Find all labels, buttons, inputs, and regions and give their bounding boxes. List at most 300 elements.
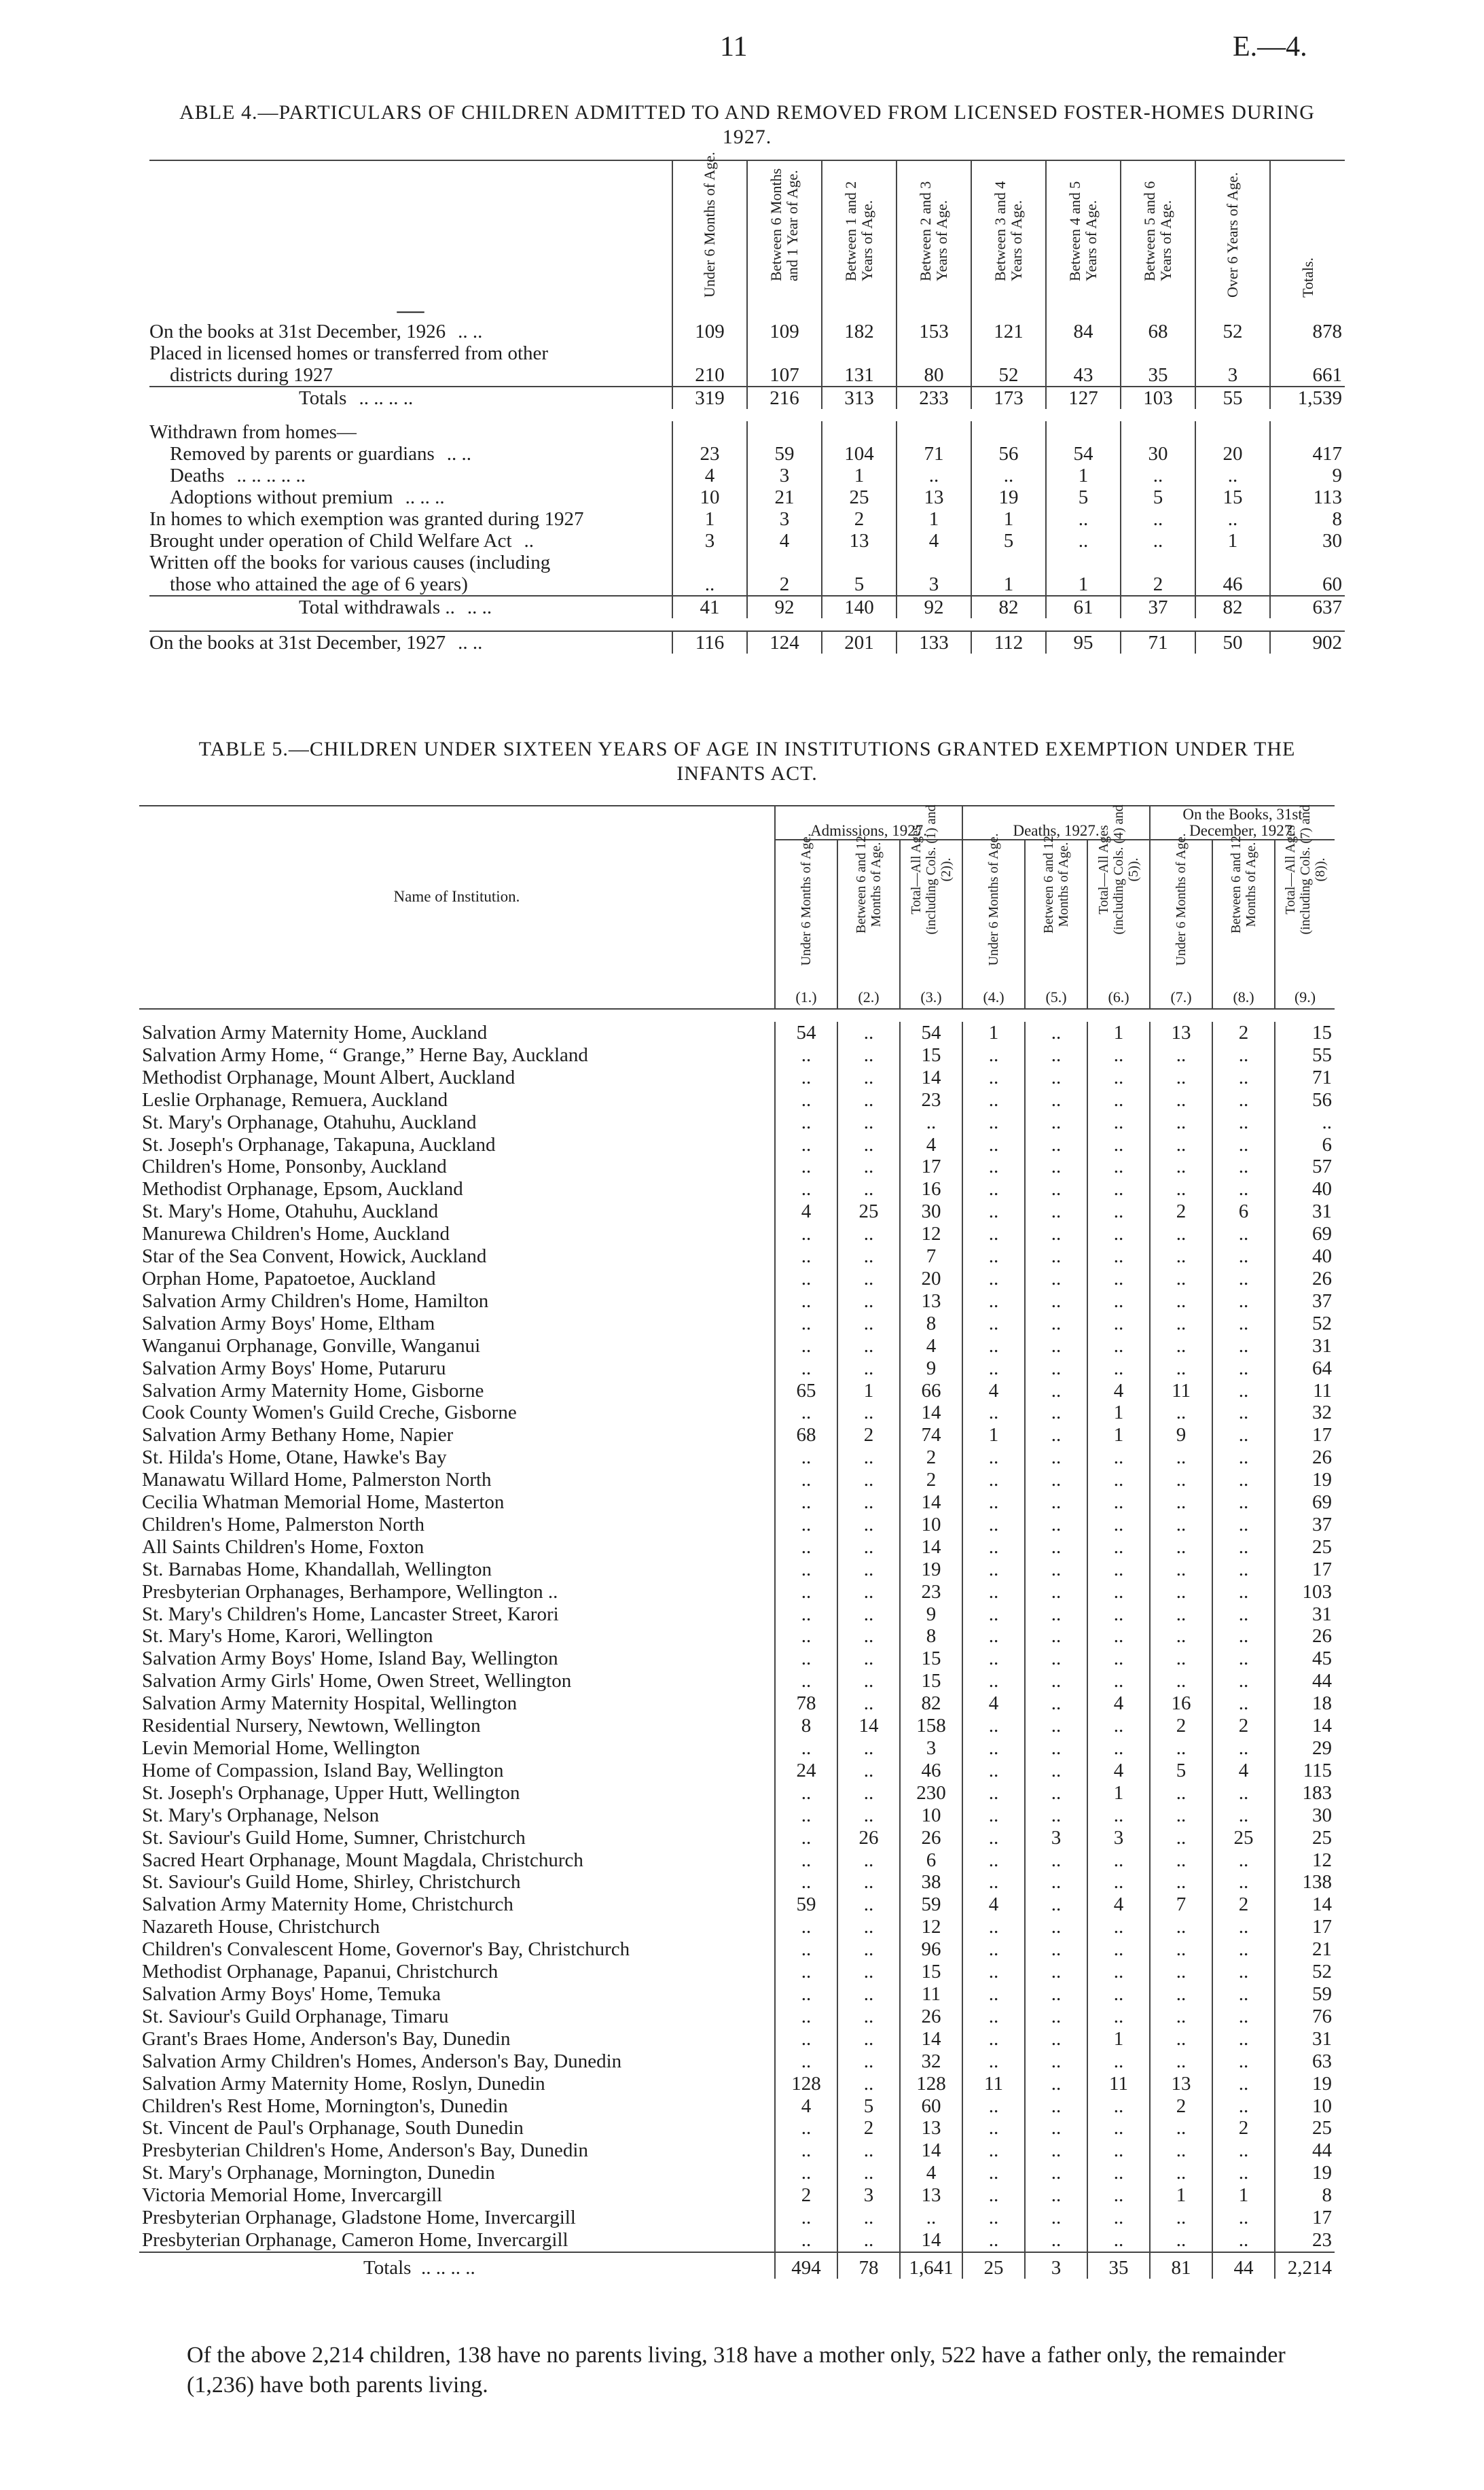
table5-cell: .. (837, 1692, 900, 1715)
table5-cell: .. (1025, 1871, 1087, 1893)
table4-cell: 1 (971, 508, 1046, 530)
table5-row (139, 1737, 1335, 1760)
table5-cell: .. (1212, 1938, 1275, 1961)
table5-cell: .. (962, 1134, 1025, 1156)
table5-cell: .. (1150, 1827, 1212, 1849)
institution-name: Methodist Orphanage, Papanui, Christchurch (142, 1961, 499, 1983)
table4-cell: 55 (1195, 387, 1270, 409)
table5-cell: .. (837, 1290, 900, 1313)
table4-cell: 5 (1046, 486, 1121, 508)
table5-col-header: Between 6 and 12 Months of Age. (837, 840, 900, 986)
table4-cell: 3 (1195, 342, 1270, 387)
table5-cell: .. (775, 1827, 837, 1849)
table5-cell: .. (1025, 1313, 1087, 1335)
table4-cell: 3 (672, 530, 747, 552)
table5-cell: .. (837, 1648, 900, 1670)
table4-cell: 4 (897, 530, 971, 552)
table5-cell: .. (1212, 2006, 1275, 2028)
table4-cell: 2 (1121, 552, 1195, 596)
table5-cell: .. (775, 1737, 837, 1760)
table5-cell: .. (1212, 2073, 1275, 2095)
table5-cell: 8 (900, 1625, 962, 1648)
table5-cell: .. (1212, 1290, 1275, 1313)
table5-cell: .. (1025, 1469, 1087, 1491)
table5-cell: .. (1150, 2229, 1212, 2252)
table5-cell: .. (775, 2006, 837, 2028)
table4-row-label: Written off the books for various causes (including those who attained the age of 6 years) (149, 552, 551, 595)
institution-name: St. Mary's Orphanage, Mornington, Dunedin (142, 2162, 495, 2184)
table5-row (139, 1268, 1335, 1290)
institution-name: Presbyterian Orphanage, Cameron Home, Invercargill (142, 2228, 568, 2251)
table5-cell: .. (1212, 2207, 1275, 2229)
table5-cell: .. (1087, 1603, 1150, 1626)
table5-cell: .. (1275, 1111, 1335, 1134)
table5-column-number: (2.) (837, 986, 900, 1009)
table4-cell: 10 (672, 486, 747, 508)
table5-cell: .. (1025, 1804, 1087, 1827)
table5-cell: .. (775, 2162, 837, 2184)
table5-cell: .. (775, 2207, 837, 2229)
table4-cell: 52 (1195, 321, 1270, 342)
table5-cell: .. (837, 1581, 900, 1603)
table5-cell: .. (1025, 1715, 1087, 1737)
table5-cell: .. (1212, 1424, 1275, 1446)
table4-cell: 35 (1121, 342, 1195, 387)
table5-row (139, 1938, 1335, 1961)
table5-cell: .. (962, 1491, 1025, 1514)
table5-cell: .. (962, 1737, 1025, 1760)
table5-total-cell: 2,214 (1275, 2252, 1335, 2279)
table4-cell: 54 (1046, 443, 1121, 465)
table5-cell: .. (1212, 1402, 1275, 1424)
table5-cell: .. (962, 2207, 1025, 2229)
table5-cell: .. (1025, 2184, 1087, 2207)
table4-cell: 5 (1121, 486, 1195, 508)
table5-cell: 1 (962, 1424, 1025, 1446)
table5-cell: .. (837, 1916, 900, 1938)
table5-cell: .. (962, 1067, 1025, 1089)
table5-cell: .. (1212, 1446, 1275, 1469)
table5-cell: .. (775, 1804, 837, 1827)
table5-cell: .. (1150, 1648, 1212, 1670)
table4-row-label: Withdrawn from homes— (149, 421, 357, 443)
table5-cell: 3 (1087, 1827, 1150, 1849)
table4-caption: ABLE 4.—PARTICULARS OF CHILDREN ADMITTED TO AND REMOVED FROM LICENSED FOSTER-HOMES DURING 1927. (179, 101, 1315, 148)
table5-cell: .. (837, 1156, 900, 1178)
table5-cell: .. (775, 1357, 837, 1380)
table5-cell: .. (1150, 1804, 1212, 1827)
table4-cell: 30 (1121, 443, 1195, 465)
table4-row (149, 508, 1345, 530)
table4-cell: 103 (1121, 387, 1195, 409)
table5-row (139, 1178, 1335, 1200)
table4-cell: .. (897, 465, 971, 486)
table5-cell: 6 (1275, 1134, 1335, 1156)
table5-cell: 31 (1275, 1200, 1335, 1223)
table5-row (139, 2050, 1335, 2073)
table5-cell: .. (962, 1715, 1025, 1737)
institution-name: St. Mary's Orphanage, Otahuhu, Auckland (142, 1111, 477, 1133)
institution-name: St. Joseph's Orphanage, Upper Hutt, Wellington (142, 1781, 520, 1804)
table4-cell: .. (672, 552, 747, 596)
table5-cell: .. (1150, 1044, 1212, 1067)
table5-cell: .. (1212, 1692, 1275, 1715)
table5-cell: .. (1212, 1044, 1275, 1067)
table4-cell: .. (971, 465, 1046, 486)
table4-cell: 417 (1270, 443, 1345, 465)
table4-cell: 46 (1195, 552, 1270, 596)
table4-cell: 140 (822, 596, 897, 618)
table5-cell: 4 (962, 1692, 1025, 1715)
table5-cell: .. (962, 1871, 1025, 1893)
table5-row (139, 1804, 1335, 1827)
table5-cell: 63 (1275, 2050, 1335, 2073)
table5-row (139, 1893, 1335, 1916)
table5-row (139, 1559, 1335, 1581)
table5-cell: 17 (1275, 2207, 1335, 2229)
table4-cell (971, 421, 1046, 443)
table5-row (139, 1223, 1335, 1245)
table5-row (139, 1715, 1335, 1737)
table4-col-header: Between 6 Months and 1 Year of Age. (747, 160, 822, 321)
table5-cell: .. (837, 1893, 900, 1916)
table5-cell: 32 (1275, 1402, 1335, 1424)
institution-name: Salvation Army Maternity Home, Auckland (142, 1022, 488, 1044)
table5-cell: .. (775, 1938, 837, 1961)
institution-name: Residential Nursery, Newtown, Wellington (142, 1715, 481, 1737)
table4-cell: .. (1121, 530, 1195, 552)
table4-cell: 1 (822, 465, 897, 486)
table5-cell: .. (837, 1089, 900, 1111)
table5-cell: 14 (1275, 1715, 1335, 1737)
table5-row (139, 1402, 1335, 1424)
table5-cell: .. (1212, 1782, 1275, 1804)
table4-cell: 23 (672, 443, 747, 465)
table5-cell: .. (962, 1536, 1025, 1559)
table5-cell: .. (1150, 2162, 1212, 2184)
table5-cell: 2 (1150, 1200, 1212, 1223)
table4-col-header: Under 6 Months of Age. (672, 160, 747, 321)
table4-cell: 8 (1270, 508, 1345, 530)
table4-cell: 133 (897, 631, 971, 654)
table5-cell: .. (1025, 1290, 1087, 1313)
table5-cell: .. (837, 1446, 900, 1469)
table5-cell: 25 (1212, 1827, 1275, 1849)
table5-cell: .. (837, 1245, 900, 1268)
footnote: Of the above 2,214 children, 138 have no parents living, 318 have a mother only, 522 have a father only, the remainder (1,236) have both parents living. (187, 2343, 1286, 2398)
table5-cell: .. (1025, 1536, 1087, 1559)
table4-cell: 107 (747, 342, 822, 387)
table5-cell: 25 (1275, 1827, 1335, 1849)
table5-cell: .. (1150, 1961, 1212, 1983)
table5-cell: .. (1025, 1022, 1087, 1044)
table5-cell: 69 (1275, 1223, 1335, 1245)
table5-cell: 2 (1212, 1715, 1275, 1737)
table5-cell: .. (1025, 2028, 1087, 2050)
table5-cell: .. (1087, 1111, 1150, 1134)
table5-cell: .. (1087, 2207, 1150, 2229)
table5-cell: 15 (1275, 1022, 1335, 1044)
table5-row (139, 1514, 1335, 1536)
table5-cell: .. (837, 1223, 900, 1245)
table5-cell: .. (1212, 1156, 1275, 1178)
table4-row-label: On the books at 31st December, 1927 .. .. (149, 631, 672, 654)
table5-row (139, 1067, 1335, 1089)
institution-name: Cook County Women's Guild Creche, Gisborne (142, 1402, 517, 1424)
table5-cell: 68 (775, 1424, 837, 1446)
table5-cell: .. (1025, 2139, 1087, 2162)
table5-cell: 19 (900, 1559, 962, 1581)
table5-cell: 96 (900, 1938, 962, 1961)
table5-cell: 4 (900, 1335, 962, 1357)
table5-group-deaths: Deaths, 1927. (962, 806, 1150, 840)
table5-cell: .. (1212, 2050, 1275, 2073)
table5-cell: 40 (1275, 1245, 1335, 1268)
table5-column-number: (6.) (1087, 986, 1150, 1009)
table5-cell: .. (962, 1603, 1025, 1626)
table5-cell: .. (1087, 1200, 1150, 1223)
table5-cell: .. (1150, 2139, 1212, 2162)
table5-cell: .. (775, 1961, 837, 1983)
table5-total-cell: 25 (962, 2252, 1025, 2279)
table5-cell: .. (1150, 1916, 1212, 1938)
table5-cell: 10 (900, 1804, 962, 1827)
table5-cell: .. (1025, 1044, 1087, 1067)
table5-cell: .. (962, 1581, 1025, 1603)
table5-cell: .. (837, 2006, 900, 2028)
table5-row (139, 2028, 1335, 2050)
table4-cell: 5 (822, 552, 897, 596)
table4-cell: 1,539 (1270, 387, 1345, 409)
table5-cell: .. (775, 2028, 837, 2050)
table5-row (139, 1357, 1335, 1380)
table5-cell: .. (775, 1581, 837, 1603)
institution-name: Presbyterian Children's Home, Anderson's Bay, Dunedin (142, 2139, 588, 2162)
page-number: 11 (720, 31, 748, 63)
table5-cell: 2 (837, 2117, 900, 2139)
table4-cell: 9 (1270, 465, 1345, 486)
table5-cell: .. (1212, 1536, 1275, 1559)
table5-cell: .. (1087, 1313, 1150, 1335)
table5-total-cell: 1,641 (900, 2252, 962, 2279)
table4-cell: 153 (897, 321, 971, 342)
table5-cell: .. (1087, 1156, 1150, 1178)
table4-row (149, 321, 1345, 342)
table4-cell: 59 (747, 443, 822, 465)
table4-cell: .. (1121, 465, 1195, 486)
table5-cell: .. (1025, 2229, 1087, 2252)
table5-cell: 2 (900, 1446, 962, 1469)
table5-cell: .. (775, 1782, 837, 1804)
institution-name: Grant's Braes Home, Anderson's Bay, Dunedin (142, 2027, 511, 2050)
table5-stub-header: Name of Institution. (139, 806, 775, 986)
table5-cell: .. (962, 1983, 1025, 2006)
table5-cell: 1 (1087, 1022, 1150, 1044)
table5-cell: 11 (962, 2073, 1025, 2095)
table4-row (149, 631, 1345, 654)
table4-cell: 4 (672, 465, 747, 486)
table5-cell: 26 (1275, 1268, 1335, 1290)
table5-row (139, 1916, 1335, 1938)
table5-cell: 1 (1087, 1782, 1150, 1804)
table4-col-header: Between 5 and 6 Years of Age. (1121, 160, 1195, 321)
table4-cell: 1 (1195, 530, 1270, 552)
table5-cell: .. (1025, 1625, 1087, 1648)
table4-row (149, 596, 1345, 618)
table5-cell: 44 (1275, 1670, 1335, 1692)
table5-cell: 25 (837, 1200, 900, 1223)
table5-cell: .. (775, 2050, 837, 2073)
table5-row (139, 1089, 1335, 1111)
institution-name: Salvation Army Boys' Home, Temuka (142, 1982, 441, 2005)
table5-cell: .. (1087, 1670, 1150, 1692)
table5-cell: .. (1025, 1067, 1087, 1089)
table5-cell: 3 (837, 2184, 900, 2207)
table4-cell: 1 (897, 508, 971, 530)
table5-cell: 5 (837, 2095, 900, 2118)
table5-cell: .. (837, 1871, 900, 1893)
table5-cell: .. (1212, 1961, 1275, 1983)
table5-cell: 11 (1150, 1380, 1212, 1402)
table5-cell: .. (962, 1849, 1025, 1872)
table5-cell: .. (900, 2207, 962, 2229)
institution-name: Levin Memorial Home, Wellington (142, 1737, 420, 1759)
table4-cell (747, 421, 822, 443)
table5-cell: .. (775, 1670, 837, 1692)
table4-cell: 13 (897, 486, 971, 508)
table4-cell: 82 (1195, 596, 1270, 618)
table5-cell: .. (1212, 1625, 1275, 1648)
table5-cell: .. (1087, 1223, 1150, 1245)
table5-cell: .. (1212, 1245, 1275, 1268)
table5-cell: .. (837, 1335, 900, 1357)
table5-cell: .. (1025, 1111, 1087, 1134)
table5-cell: 4 (1087, 1380, 1150, 1402)
table5-cell: .. (1212, 1804, 1275, 1827)
table5-row (139, 2006, 1335, 2028)
table5-row (139, 1782, 1335, 1804)
table5-cell: .. (1087, 1491, 1150, 1514)
table4-cell: 84 (1046, 321, 1121, 342)
table5-cell: .. (775, 1469, 837, 1491)
table4-cell: 210 (672, 342, 747, 387)
table5-totals-label: Totals .. .. .. .. (139, 2252, 775, 2279)
table5-cell: .. (962, 1313, 1025, 1335)
table5-cell: .. (962, 1335, 1025, 1357)
institution-name: Children's Convalescent Home, Governor's Bay, Christchurch (142, 1938, 630, 1961)
table5-cell: .. (962, 1782, 1025, 1804)
table4-row (149, 465, 1345, 486)
table5-cell: .. (775, 1134, 837, 1156)
table4-cell: 37 (1121, 596, 1195, 618)
institution-name: Methodist Orphanage, Epsom, Auckland (142, 1178, 463, 1200)
table5-cell: 31 (1275, 2028, 1335, 2050)
table5-cell: .. (1212, 1559, 1275, 1581)
institution-name: St. Mary's Orphanage, Nelson (142, 1804, 380, 1826)
table4-cell: 25 (822, 486, 897, 508)
institution-name: Salvation Army Maternity Hospital, Wellington (142, 1692, 518, 1715)
table5-cell: 1 (1087, 1402, 1150, 1424)
institution-name: Salvation Army Boys' Home, Island Bay, Wellington (142, 1648, 558, 1670)
table5-cell: .. (962, 1559, 1025, 1581)
table5-cell: 29 (1275, 1737, 1335, 1760)
table5-cell: 55 (1275, 1044, 1335, 1067)
table5-cell: 14 (900, 1536, 962, 1559)
table5-cell: .. (962, 1916, 1025, 1938)
table5-cell: .. (1150, 1559, 1212, 1581)
table5-cell: .. (1025, 1268, 1087, 1290)
table5-cell: 7 (900, 1245, 962, 1268)
table5-cell: .. (1150, 1089, 1212, 1111)
table5-cell: .. (837, 2050, 900, 2073)
table4-row (149, 530, 1345, 552)
table5-cell: 26 (900, 1827, 962, 1849)
table5-cell: 59 (1275, 1983, 1335, 2006)
table5-cell: .. (837, 1737, 900, 1760)
table5-cell: 54 (900, 1022, 962, 1044)
table5-cell: .. (775, 2117, 837, 2139)
table5-cell: 11 (1275, 1380, 1335, 1402)
table4-cell: 3 (897, 552, 971, 596)
table5-column-number: (5.) (1025, 986, 1087, 1009)
table5-cell: .. (962, 1670, 1025, 1692)
table4-cell: 127 (1046, 387, 1121, 409)
table4-cell: .. (1046, 508, 1121, 530)
table5-cell: .. (837, 1111, 900, 1134)
institution-name: Presbyterian Orphanage, Gladstone Home, Invercargill (142, 2207, 576, 2229)
table5-cell: .. (1212, 1469, 1275, 1491)
table4-cell: 112 (971, 631, 1046, 654)
table4-cell: 1 (1046, 552, 1121, 596)
table5-cell: .. (1025, 1760, 1087, 1782)
table5-cell: .. (962, 2117, 1025, 2139)
table4-cell: 313 (822, 387, 897, 409)
table5-cell: .. (962, 1469, 1025, 1491)
table5-cell: .. (1212, 1178, 1275, 1200)
table4-cell: 13 (822, 530, 897, 552)
table5-cell: 82 (900, 1692, 962, 1715)
table5-cell: .. (1025, 2050, 1087, 2073)
table5-cell: .. (1025, 1223, 1087, 1245)
table5-cell: .. (775, 1603, 837, 1626)
table4-cell: 121 (971, 321, 1046, 342)
table5-cell: .. (775, 1156, 837, 1178)
institution-name: St. Mary's Home, Karori, Wellington (142, 1625, 433, 1648)
table5-cell: 1 (837, 1380, 900, 1402)
table5-cell: .. (1087, 1514, 1150, 1536)
table5-col-header: Total—All Ages (including Cols. (1) and (2)). (900, 840, 962, 986)
table5-cell: .. (775, 1223, 837, 1245)
table5-cell: .. (1087, 1581, 1150, 1603)
table5-row (139, 1961, 1335, 1983)
table5-cell: .. (1087, 2139, 1150, 2162)
table4-cell (1121, 421, 1195, 443)
table5-cell: .. (962, 1111, 1025, 1134)
table4-row-label: Placed in licensed homes or transferred from other districts during 1927 (149, 342, 549, 386)
institution-name: Salvation Army Maternity Home, Roslyn, Dunedin (142, 2072, 545, 2095)
table4-row-label: Deaths .. .. .. .. .. (170, 465, 306, 486)
table5-cell: .. (1025, 1603, 1087, 1626)
table5-cell: .. (1087, 1625, 1150, 1648)
table5-cell: .. (1150, 1111, 1212, 1134)
table5-cell: .. (1212, 1089, 1275, 1111)
table5-cell: .. (962, 2162, 1025, 2184)
table4-cell: 878 (1270, 321, 1345, 342)
table5-cell: 158 (900, 1715, 962, 1737)
table5-cell: .. (775, 1313, 837, 1335)
table5-cell: 5 (1150, 1760, 1212, 1782)
table5-cell: .. (1087, 1044, 1150, 1067)
